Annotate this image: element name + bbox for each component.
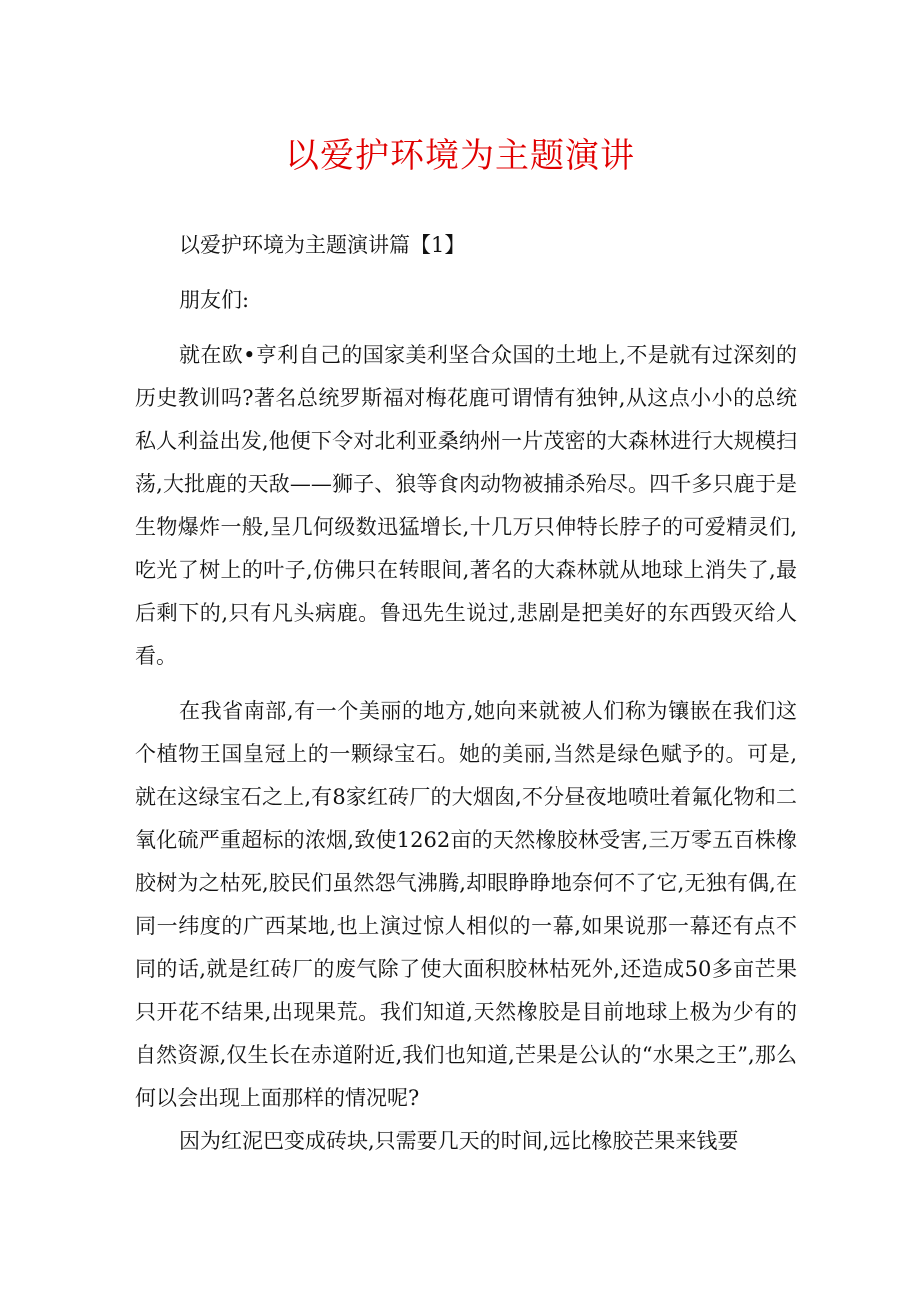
document-body — [135, 224, 797, 1163]
body-paragraph-2: 在我省南部,有一个美丽的地方,她向来就被人们称为镶嵌在我们这个植物王国皇冠上的一颗绿宝石。她的美丽,当然是绿色赋予的。可是,就在这绿宝石之上,有8家红砖厂的大烟囱,不分昼夜地喷吐着氟化物和二氧化硫严重超标的浓烟,致使1262亩的天然橡胶林受害,三万零五百株橡胶树为之枯死,胶民们虽然怨气沸腾,却眼睁睁地奈何不了它,无独有偶,在同一纬度的广西某地,也上演过惊人相似的一幕,如果说那一幕还有点不同的话,就是红砖厂的废气除了使大面积胶林枯死外,还造成50多亩芒果只开花不结果,出现果荒。我们知道,天然橡胶是目前地球上极为少有的自然资源,仅生长在赤道附近,我们也知道,芒果是公认的“水果之王”,那么何以会出现上面那样的情况呢? — [135, 699, 797, 1110]
section-heading: 以爱护环境为主题演讲篇【1】 — [179, 233, 466, 257]
document-title: 以爱护环境为主题演讲 — [285, 136, 635, 176]
salutation: 朋友们: — [179, 288, 250, 312]
body-paragraph-1: 就在欧•亨利自己的国家美利坚合众国的土地上,不是就有过深刻的历史教训吗?著名总统罗斯福对梅花鹿可谓情有独钟,从这点小小的总统私人利益出发,他便下令对北利亚桑纳州一片茂密的大森林进行大规模扫荡,大批鹿的天敌——狮子、狼等食肉动物被捕杀殆尽。四千多只鹿于是生物爆炸一般,呈几何级数迅猛增长,十几万只伸特长脖子的可爱精灵们,吃光了树上的叶子,仿佛只在转眼间,著名的大森林就从地球上消失了,最后剩下的,只有凡头病鹿。鲁迅先生说过,悲剧是把美好的东西毁灭给人看。 — [135, 343, 797, 668]
body-paragraph-3: 因为红泥巴变成砖块,只需要几天的时间,远比橡胶芒果来钱要 — [179, 1129, 739, 1153]
